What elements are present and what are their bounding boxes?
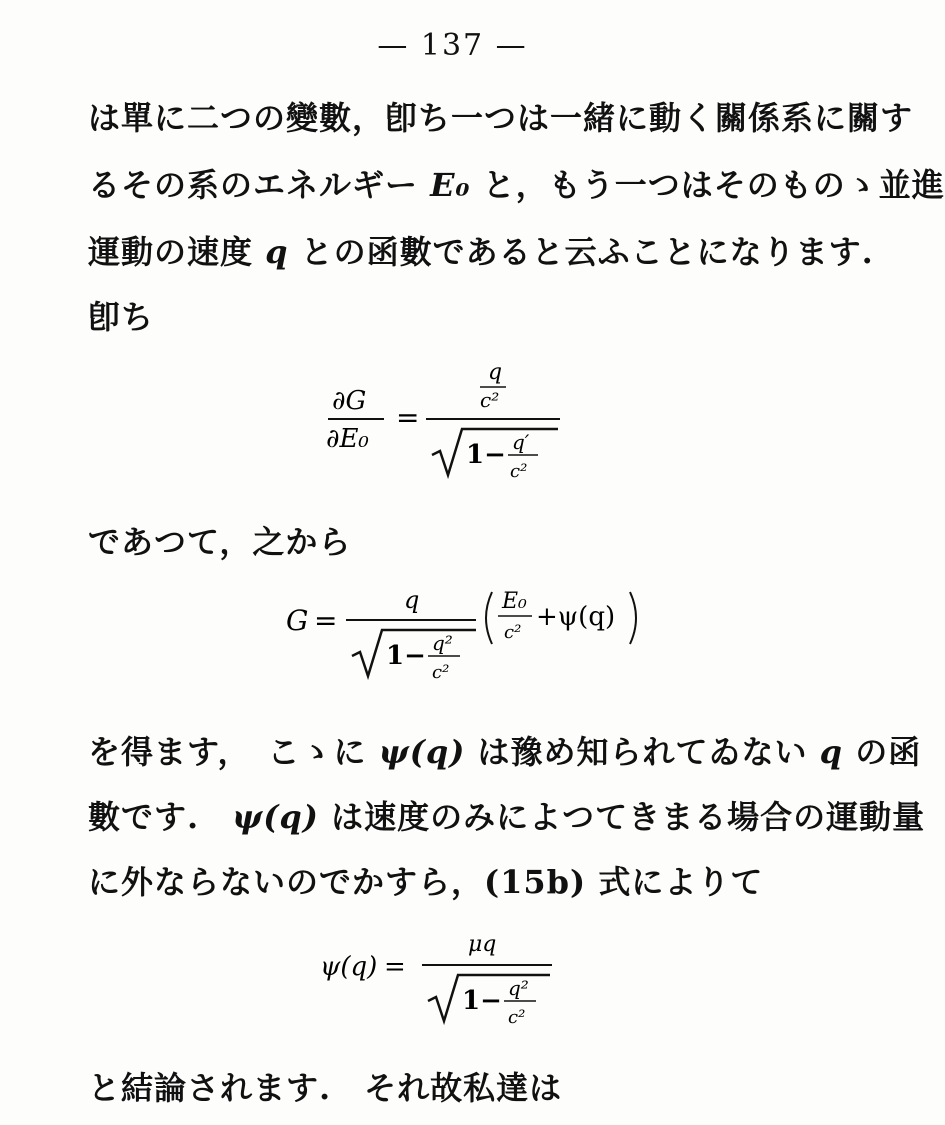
eq3-radical-one: 1− — [462, 986, 502, 1016]
text-line-4: 卽ち — [88, 298, 155, 336]
eq1-lhs-denominator: ∂E₀ — [326, 424, 369, 454]
math-variable: E₀ — [430, 166, 471, 204]
eq2-numerator: q — [404, 586, 420, 614]
text-line-3 — [88, 227, 874, 273]
eq1-rhs-num-bot: c² — [480, 388, 500, 412]
text-segment: との函數であると云ふことになります. — [288, 233, 874, 271]
text-segment: 數です. — [88, 798, 233, 836]
eq1-rhs-num-top: q — [488, 360, 503, 385]
eq3-radical-frac-num: q² — [508, 976, 529, 1000]
text-line-5: であつて，之から — [88, 523, 352, 561]
eq3-equals: = — [384, 952, 406, 982]
eq2-radical-one: 1− — [386, 641, 426, 671]
eq1-equals: = — [396, 401, 420, 434]
text-line-2 — [88, 160, 945, 206]
eq2-equals: = — [314, 604, 338, 637]
text-segment: は豫め知られてゐない — [465, 733, 820, 771]
eq2-open-paren — [486, 592, 492, 644]
eq1-radical-one: 1− — [466, 440, 506, 470]
eq2-paren-rest: +ψ(q) — [536, 602, 616, 632]
equation-2-graphic — [280, 578, 660, 693]
equation-1 — [320, 355, 580, 498]
math-variable: ψ(q) — [378, 733, 466, 771]
eq2-close-paren — [630, 592, 636, 644]
text-line-6 — [88, 727, 922, 773]
text-line-7 — [88, 792, 926, 838]
eq2-paren-numerator: E₀ — [502, 589, 527, 614]
eq3-lhs: ψ(q) — [320, 952, 378, 982]
text-line-8: に外ならないのでかすら，(15b) 式によりて — [88, 863, 764, 901]
equation-1-graphic — [320, 355, 580, 490]
text-segment: 運動の速度 — [88, 233, 266, 271]
eq2-radical-frac-den: c² — [432, 662, 450, 683]
text-segment: の函 — [843, 733, 922, 771]
eq2-lhs: G — [286, 604, 309, 637]
eq3-numerator: μq — [468, 932, 497, 957]
text-segment: るその系のエネルギー — [88, 166, 431, 204]
equation-3-graphic — [318, 925, 568, 1035]
eq1-lhs-numerator: ∂G — [332, 386, 367, 416]
text-line-9: と結論されます. それ故私達は — [88, 1069, 563, 1107]
text-segment: を得ます， こゝに — [88, 733, 379, 771]
equation-2 — [280, 578, 660, 701]
math-variable: q — [265, 233, 289, 271]
text-line-1: は單に二つの變數，卽ち一つは一緒に動く關係系に關す — [88, 99, 914, 137]
eq1-radical-frac-num: q′ — [512, 430, 530, 454]
math-variable: q — [819, 733, 844, 771]
eq2-radical-frac-num: q² — [432, 631, 453, 655]
math-variable: ψ(q) — [232, 798, 319, 836]
equation-3 — [318, 925, 568, 1043]
page-number: — 137 — — [377, 28, 528, 63]
text-segment: と，もう一つはそのものゝ並進 — [470, 166, 945, 204]
eq1-radical-frac-den: c² — [510, 461, 528, 482]
eq2-paren-denominator: c² — [504, 622, 522, 643]
eq3-radical-frac-den: c² — [508, 1007, 526, 1028]
text-segment: は速度のみによつてきまる場合の運動量 — [318, 798, 926, 836]
